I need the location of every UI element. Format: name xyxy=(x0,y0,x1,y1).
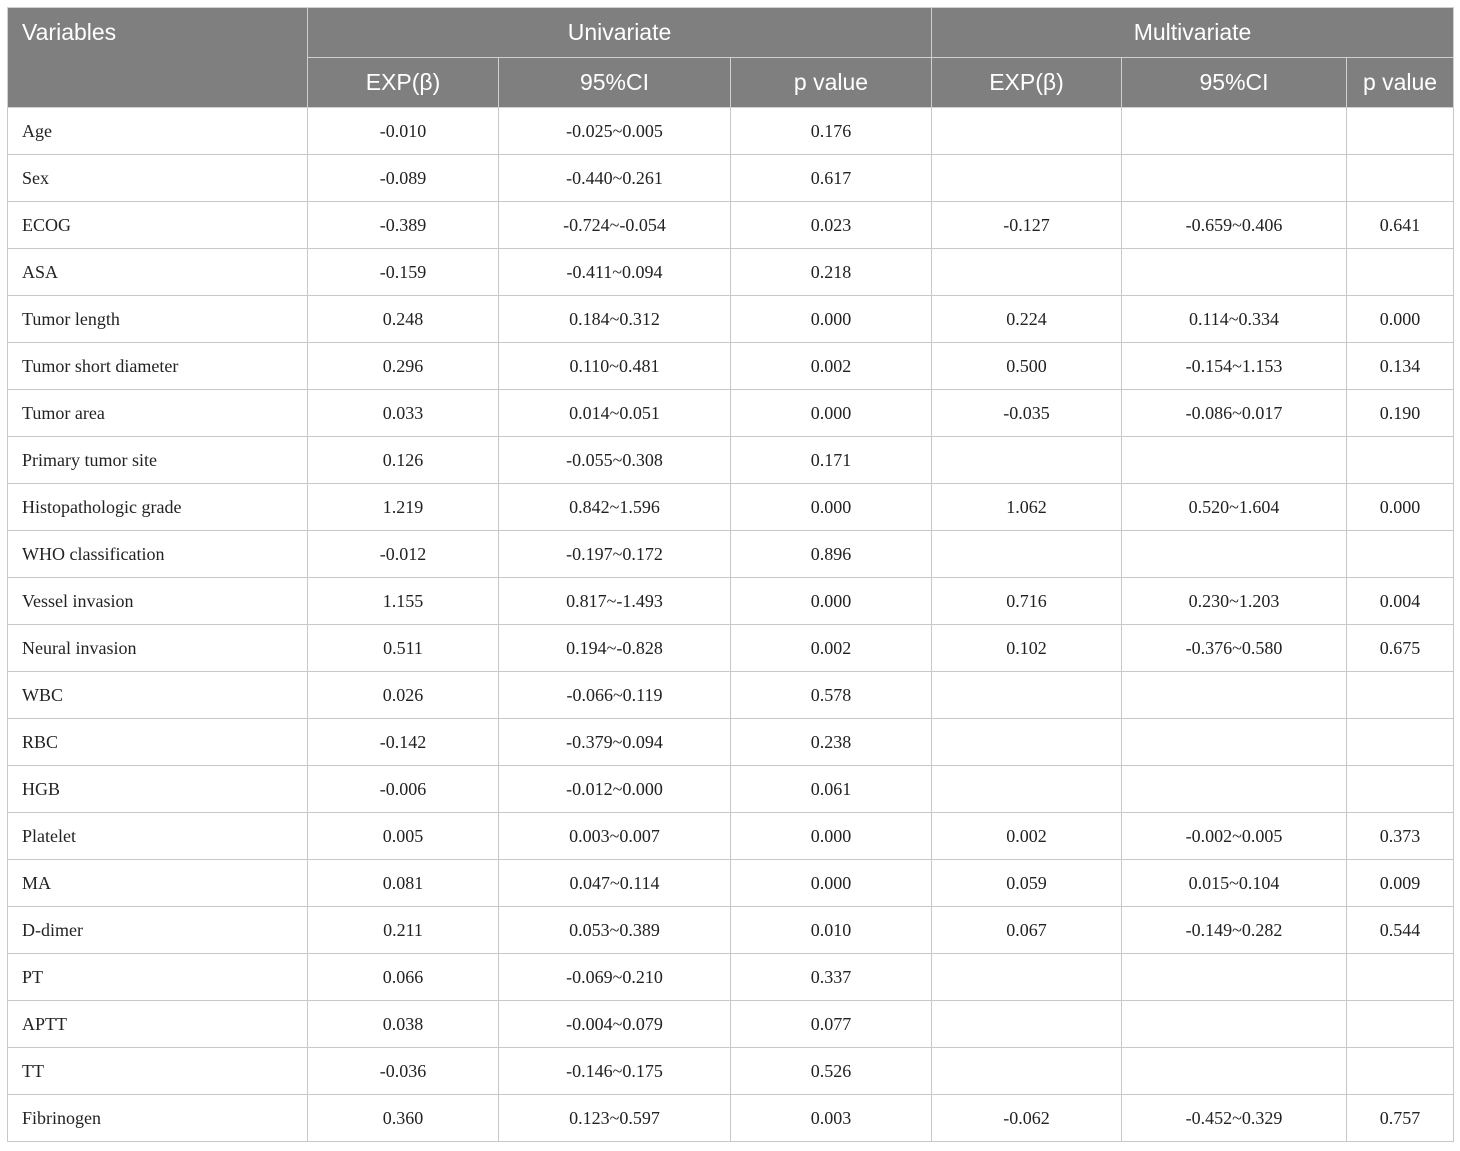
univariate-p-cell: 0.061 xyxy=(731,766,932,813)
univariate-ci-cell: 0.123~0.597 xyxy=(499,1095,731,1142)
multivariate-p-cell: 0.757 xyxy=(1347,1095,1454,1142)
table-row xyxy=(8,766,1454,813)
univariate-exp-cell: -0.010 xyxy=(308,108,499,155)
univariate-exp-cell: 0.038 xyxy=(308,1001,499,1048)
table-row xyxy=(8,954,1454,1001)
multivariate-exp-cell xyxy=(932,1048,1122,1095)
univariate-exp-cell: 0.296 xyxy=(308,343,499,390)
univariate-exp-cell: -0.036 xyxy=(308,1048,499,1095)
multivariate-exp-cell: 0.102 xyxy=(932,625,1122,672)
multivariate-ci-cell xyxy=(1122,672,1347,719)
univariate-p-cell: 0.010 xyxy=(731,907,932,954)
variable-cell: Primary tumor site xyxy=(8,437,308,484)
multivariate-p-cell xyxy=(1347,437,1454,484)
univariate-ci-cell: -0.440~0.261 xyxy=(499,155,731,202)
multivariate-exp-cell: 0.059 xyxy=(932,860,1122,907)
multivariate-exp-cell xyxy=(932,672,1122,719)
multivariate-p-cell: 0.675 xyxy=(1347,625,1454,672)
table-row xyxy=(8,813,1454,860)
univariate-ci-cell: -0.197~0.172 xyxy=(499,531,731,578)
multivariate-ci-cell xyxy=(1122,954,1347,1001)
univariate-exp-cell: 0.081 xyxy=(308,860,499,907)
univariate-p-cell: 0.526 xyxy=(731,1048,932,1095)
univariate-p-cell: 0.238 xyxy=(731,719,932,766)
univariate-p-cell: 0.578 xyxy=(731,672,932,719)
univariate-p-cell: 0.617 xyxy=(731,155,932,202)
multivariate-ci-cell xyxy=(1122,108,1347,155)
multivariate-p-cell xyxy=(1347,1048,1454,1095)
multivariate-ci-cell: -0.086~0.017 xyxy=(1122,390,1347,437)
variable-cell: ASA xyxy=(8,249,308,296)
univariate-exp-cell: 0.033 xyxy=(308,390,499,437)
multivariate-exp-cell xyxy=(932,954,1122,1001)
univariate-ci-cell: 0.817~-1.493 xyxy=(499,578,731,625)
multivariate-p-cell xyxy=(1347,954,1454,1001)
univariate-p-cell: 0.337 xyxy=(731,954,932,1001)
multivariate-p-cell: 0.009 xyxy=(1347,860,1454,907)
univariate-p-cell: 0.000 xyxy=(731,860,932,907)
multivariate-ci-cell: 0.114~0.334 xyxy=(1122,296,1347,343)
multivariate-exp-cell xyxy=(932,1001,1122,1048)
variables-header: Variables xyxy=(8,8,308,108)
multivariate-ci-header: 95%CI xyxy=(1122,58,1347,108)
variable-cell: Age xyxy=(8,108,308,155)
multivariate-exp-cell: 0.224 xyxy=(932,296,1122,343)
variable-cell: Sex xyxy=(8,155,308,202)
multivariate-ci-cell: -0.002~0.005 xyxy=(1122,813,1347,860)
univariate-p-cell: 0.000 xyxy=(731,578,932,625)
multivariate-exp-cell: 1.062 xyxy=(932,484,1122,531)
multivariate-p-cell: 0.004 xyxy=(1347,578,1454,625)
variable-cell: Histopathologic grade xyxy=(8,484,308,531)
univariate-ci-cell: -0.012~0.000 xyxy=(499,766,731,813)
table-row xyxy=(8,296,1454,343)
table-row xyxy=(8,907,1454,954)
univariate-exp-cell: -0.389 xyxy=(308,202,499,249)
multivariate-exp-cell: 0.716 xyxy=(932,578,1122,625)
univariate-header: Univariate xyxy=(308,8,932,58)
univariate-exp-cell: -0.142 xyxy=(308,719,499,766)
multivariate-ci-cell: -0.376~0.580 xyxy=(1122,625,1347,672)
multivariate-exp-cell: 0.002 xyxy=(932,813,1122,860)
variable-cell: Tumor area xyxy=(8,390,308,437)
multivariate-ci-cell: -0.149~0.282 xyxy=(1122,907,1347,954)
univariate-p-cell: 0.896 xyxy=(731,531,932,578)
multivariate-p-cell xyxy=(1347,531,1454,578)
univariate-exp-cell: 0.126 xyxy=(308,437,499,484)
multivariate-p-cell: 0.000 xyxy=(1347,484,1454,531)
table-row xyxy=(8,390,1454,437)
multivariate-ci-cell: 0.230~1.203 xyxy=(1122,578,1347,625)
table-body xyxy=(8,108,1454,1142)
multivariate-exp-cell: 0.067 xyxy=(932,907,1122,954)
variable-cell: Tumor length xyxy=(8,296,308,343)
variable-cell: PT xyxy=(8,954,308,1001)
multivariate-ci-cell: 0.015~0.104 xyxy=(1122,860,1347,907)
univariate-exp-cell: 0.360 xyxy=(308,1095,499,1142)
multivariate-p-cell xyxy=(1347,719,1454,766)
univariate-ci-cell: 0.184~0.312 xyxy=(499,296,731,343)
multivariate-ci-cell xyxy=(1122,531,1347,578)
univariate-p-cell: 0.077 xyxy=(731,1001,932,1048)
multivariate-p-cell xyxy=(1347,155,1454,202)
multivariate-ci-cell: 0.520~1.604 xyxy=(1122,484,1347,531)
univariate-p-cell: 0.176 xyxy=(731,108,932,155)
multivariate-exp-header: EXP(β) xyxy=(932,58,1122,108)
univariate-exp-cell: 0.066 xyxy=(308,954,499,1001)
multivariate-ci-cell: -0.452~0.329 xyxy=(1122,1095,1347,1142)
multivariate-p-cell: 0.544 xyxy=(1347,907,1454,954)
table-row xyxy=(8,860,1454,907)
univariate-exp-cell: -0.006 xyxy=(308,766,499,813)
table-row xyxy=(8,625,1454,672)
univariate-p-cell: 0.000 xyxy=(731,390,932,437)
variable-cell: RBC xyxy=(8,719,308,766)
multivariate-exp-cell: -0.035 xyxy=(932,390,1122,437)
multivariate-p-cell: 0.000 xyxy=(1347,296,1454,343)
table-row xyxy=(8,437,1454,484)
univariate-exp-cell: 1.155 xyxy=(308,578,499,625)
multivariate-p-cell xyxy=(1347,1001,1454,1048)
univariate-ci-cell: 0.047~0.114 xyxy=(499,860,731,907)
univariate-p-cell: 0.002 xyxy=(731,343,932,390)
univariate-ci-cell: -0.379~0.094 xyxy=(499,719,731,766)
table-row xyxy=(8,202,1454,249)
variable-cell: Fibrinogen xyxy=(8,1095,308,1142)
multivariate-exp-cell xyxy=(932,249,1122,296)
univariate-exp-cell: 1.219 xyxy=(308,484,499,531)
variable-cell: Tumor short diameter xyxy=(8,343,308,390)
table-row xyxy=(8,719,1454,766)
univariate-p-cell: 0.003 xyxy=(731,1095,932,1142)
multivariate-p-cell: 0.641 xyxy=(1347,202,1454,249)
table-row xyxy=(8,155,1454,202)
multivariate-p-cell: 0.373 xyxy=(1347,813,1454,860)
table-row xyxy=(8,531,1454,578)
univariate-ci-cell: -0.724~-0.054 xyxy=(499,202,731,249)
univariate-exp-cell: 0.511 xyxy=(308,625,499,672)
variable-cell: MA xyxy=(8,860,308,907)
variable-cell: WHO classification xyxy=(8,531,308,578)
multivariate-exp-cell xyxy=(932,155,1122,202)
univariate-p-cell: 0.000 xyxy=(731,296,932,343)
table-row xyxy=(8,108,1454,155)
univariate-ci-cell: 0.014~0.051 xyxy=(499,390,731,437)
variable-cell: APTT xyxy=(8,1001,308,1048)
multivariate-exp-cell xyxy=(932,766,1122,813)
multivariate-ci-cell xyxy=(1122,437,1347,484)
multivariate-p-cell xyxy=(1347,672,1454,719)
univariate-ci-cell: -0.055~0.308 xyxy=(499,437,731,484)
variable-cell: Neural invasion xyxy=(8,625,308,672)
variable-cell: ECOG xyxy=(8,202,308,249)
table-row xyxy=(8,1095,1454,1142)
univariate-exp-header: EXP(β) xyxy=(308,58,499,108)
univariate-p-cell: 0.000 xyxy=(731,813,932,860)
multivariate-ci-cell: -0.659~0.406 xyxy=(1122,202,1347,249)
table-row xyxy=(8,343,1454,390)
univariate-p-cell: 0.023 xyxy=(731,202,932,249)
univariate-exp-cell: -0.012 xyxy=(308,531,499,578)
table-row xyxy=(8,249,1454,296)
multivariate-exp-cell: 0.500 xyxy=(932,343,1122,390)
variable-cell: D-dimer xyxy=(8,907,308,954)
table-row xyxy=(8,1001,1454,1048)
regression-table xyxy=(7,7,1454,1142)
multivariate-p-cell xyxy=(1347,108,1454,155)
multivariate-exp-cell: -0.127 xyxy=(932,202,1122,249)
univariate-ci-cell: -0.066~0.119 xyxy=(499,672,731,719)
univariate-exp-cell: 0.005 xyxy=(308,813,499,860)
univariate-exp-cell: 0.026 xyxy=(308,672,499,719)
table-row xyxy=(8,672,1454,719)
multivariate-p-cell xyxy=(1347,766,1454,813)
multivariate-p-cell: 0.190 xyxy=(1347,390,1454,437)
univariate-ci-cell: 0.842~1.596 xyxy=(499,484,731,531)
univariate-ci-header: 95%CI xyxy=(499,58,731,108)
header-row-groups xyxy=(8,8,1454,58)
multivariate-ci-cell xyxy=(1122,155,1347,202)
table-row xyxy=(8,578,1454,625)
univariate-ci-cell: -0.025~0.005 xyxy=(499,108,731,155)
multivariate-header: Multivariate xyxy=(932,8,1454,58)
multivariate-p-header: p value xyxy=(1347,58,1454,108)
multivariate-ci-cell xyxy=(1122,1001,1347,1048)
univariate-ci-cell: 0.003~0.007 xyxy=(499,813,731,860)
variable-cell: Platelet xyxy=(8,813,308,860)
univariate-exp-cell: 0.211 xyxy=(308,907,499,954)
multivariate-exp-cell: -0.062 xyxy=(932,1095,1122,1142)
multivariate-exp-cell xyxy=(932,531,1122,578)
univariate-p-cell: 0.171 xyxy=(731,437,932,484)
multivariate-ci-cell xyxy=(1122,719,1347,766)
variable-cell: Vessel invasion xyxy=(8,578,308,625)
univariate-ci-cell: 0.110~0.481 xyxy=(499,343,731,390)
univariate-ci-cell: 0.194~-0.828 xyxy=(499,625,731,672)
univariate-p-cell: 0.002 xyxy=(731,625,932,672)
variable-cell: TT xyxy=(8,1048,308,1095)
univariate-ci-cell: -0.146~0.175 xyxy=(499,1048,731,1095)
univariate-exp-cell: 0.248 xyxy=(308,296,499,343)
table-row xyxy=(8,1048,1454,1095)
univariate-p-cell: 0.218 xyxy=(731,249,932,296)
univariate-ci-cell: 0.053~0.389 xyxy=(499,907,731,954)
univariate-ci-cell: -0.411~0.094 xyxy=(499,249,731,296)
multivariate-exp-cell xyxy=(932,437,1122,484)
univariate-exp-cell: -0.159 xyxy=(308,249,499,296)
multivariate-exp-cell xyxy=(932,719,1122,766)
multivariate-ci-cell xyxy=(1122,1048,1347,1095)
multivariate-ci-cell xyxy=(1122,249,1347,296)
variable-cell: HGB xyxy=(8,766,308,813)
univariate-exp-cell: -0.089 xyxy=(308,155,499,202)
univariate-ci-cell: -0.069~0.210 xyxy=(499,954,731,1001)
multivariate-p-cell: 0.134 xyxy=(1347,343,1454,390)
multivariate-ci-cell xyxy=(1122,766,1347,813)
multivariate-p-cell xyxy=(1347,249,1454,296)
multivariate-ci-cell: -0.154~1.153 xyxy=(1122,343,1347,390)
univariate-ci-cell: -0.004~0.079 xyxy=(499,1001,731,1048)
multivariate-exp-cell xyxy=(932,108,1122,155)
univariate-p-header: p value xyxy=(731,58,932,108)
table-row xyxy=(8,484,1454,531)
table-header xyxy=(8,8,1454,108)
univariate-p-cell: 0.000 xyxy=(731,484,932,531)
variable-cell: WBC xyxy=(8,672,308,719)
